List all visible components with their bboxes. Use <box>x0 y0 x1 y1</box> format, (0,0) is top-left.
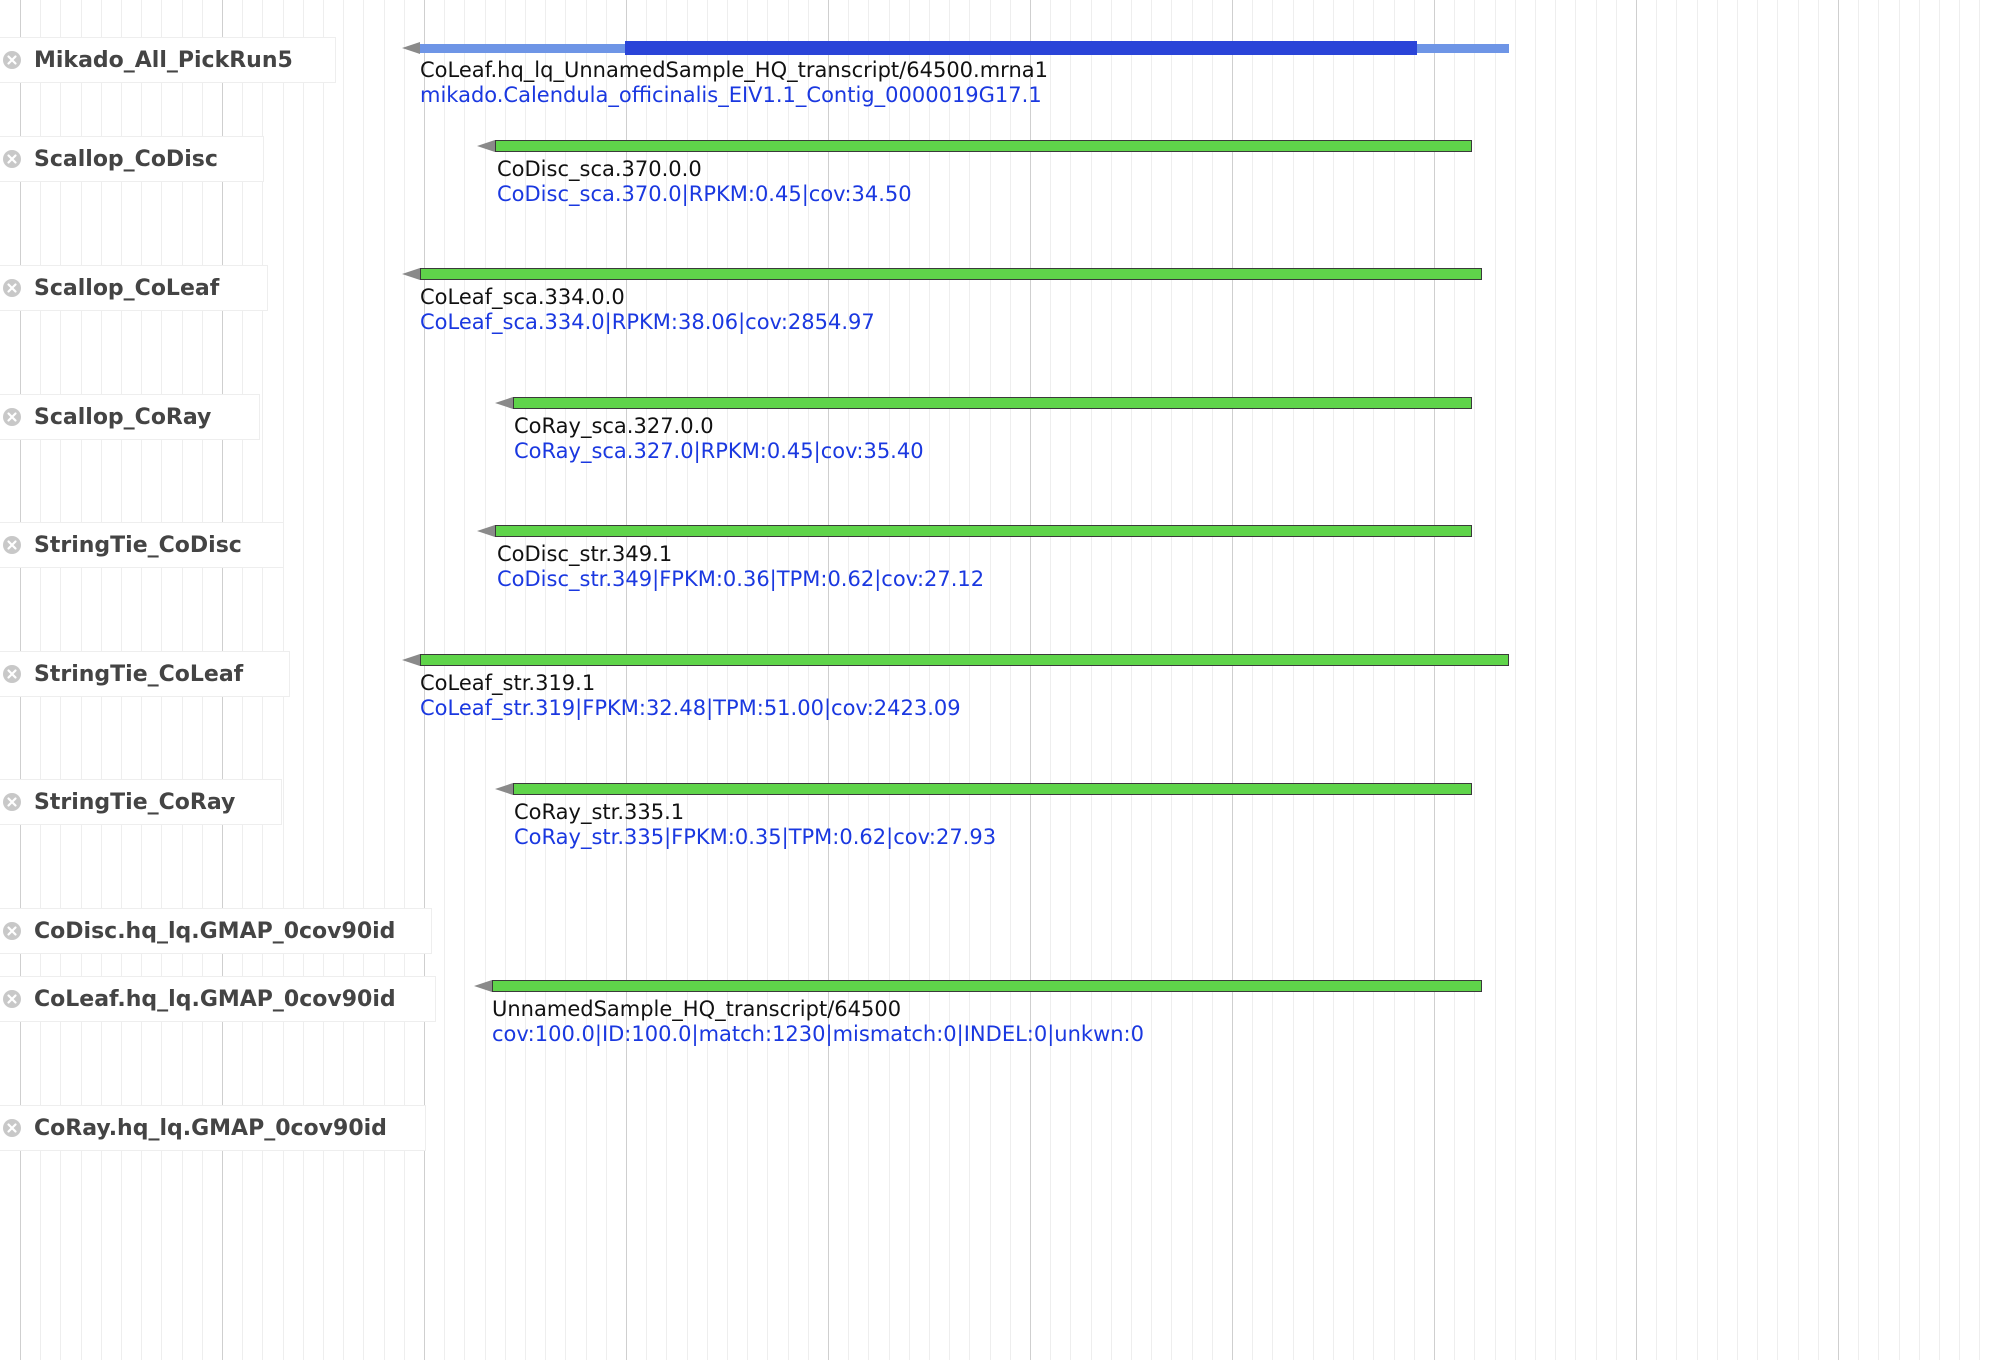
close-icon[interactable] <box>2 1118 22 1138</box>
gridline-minor <box>1515 0 1516 1360</box>
feature-name: CoLeaf.hq_lq_UnnamedSample_HQ_transcript/64500.mrna1 <box>420 58 1048 82</box>
feature-bar <box>495 525 1472 537</box>
strand-arrow-icon <box>477 140 495 152</box>
gridline-minor <box>363 0 364 1360</box>
gridline-minor <box>1454 0 1455 1360</box>
close-icon[interactable] <box>2 664 22 684</box>
track-name: StringTie_CoLeaf <box>34 661 244 687</box>
gridline-minor <box>1939 0 1940 1360</box>
gridline-minor <box>1757 0 1758 1360</box>
gridline-minor <box>1192 0 1193 1360</box>
gridline-minor <box>1676 0 1677 1360</box>
gridline-major <box>1838 0 1839 1360</box>
gridline-minor <box>1535 0 1536 1360</box>
feature-description: mikado.Calendula_officinalis_EIV1.1_Contig_0000019G17.1 <box>420 83 1042 107</box>
close-icon[interactable] <box>2 50 22 70</box>
gridline-minor <box>1899 0 1900 1360</box>
gridline-minor <box>1111 0 1112 1360</box>
track-label-scallop-codisc[interactable] <box>0 136 264 182</box>
feature-description: CoLeaf_sca.334.0|RPKM:38.06|cov:2854.97 <box>420 310 875 334</box>
feature-name: CoLeaf_str.319.1 <box>420 671 596 695</box>
strand-arrow-icon <box>495 397 513 409</box>
strand-arrow-icon <box>495 783 513 795</box>
feature-name: CoDisc_str.349.1 <box>497 542 673 566</box>
gridline-minor <box>1091 0 1092 1360</box>
track-name: CoDisc.hq_lq.GMAP_0cov90id <box>34 918 396 944</box>
track-name: Scallop_CoLeaf <box>34 275 220 301</box>
strand-arrow-icon <box>477 525 495 537</box>
feature-description: cov:100.0|ID:100.0|match:1230|mismatch:0|INDEL:0|unkwn:0 <box>492 1022 1144 1046</box>
feature-bar <box>495 140 1472 152</box>
gridline-minor <box>1151 0 1152 1360</box>
gridline-minor <box>404 0 405 1360</box>
gridline-minor <box>1373 0 1374 1360</box>
gridline-minor <box>1333 0 1334 1360</box>
feature-bar <box>492 980 1482 992</box>
feature-name: UnnamedSample_HQ_transcript/64500 <box>492 997 902 1021</box>
feature-name: CoRay_sca.327.0.0 <box>514 414 714 438</box>
track-name: Scallop_CoRay <box>34 404 212 430</box>
feature-bar <box>420 268 1482 280</box>
feature-description: CoLeaf_str.319|FPKM:32.48|TPM:51.00|cov:2423.09 <box>420 696 961 720</box>
track-label-stringtie-codisc[interactable] <box>0 522 284 568</box>
gridline-major <box>1232 0 1233 1360</box>
feature-name: CoDisc_sca.370.0.0 <box>497 157 702 181</box>
gridline-minor <box>1717 0 1718 1360</box>
gridline-minor <box>1959 0 1960 1360</box>
close-icon[interactable] <box>2 792 22 812</box>
track-label-coleaf-gmap[interactable] <box>0 976 436 1022</box>
gridline-minor <box>1394 0 1395 1360</box>
track-label-stringtie-coray[interactable] <box>0 779 282 825</box>
gridline-minor <box>1575 0 1576 1360</box>
track-label-scallop-coray[interactable] <box>0 394 260 440</box>
strand-arrow-icon <box>474 980 492 992</box>
track-name: CoLeaf.hq_lq.GMAP_0cov90id <box>34 986 396 1012</box>
feature-name: CoLeaf_sca.334.0.0 <box>420 285 625 309</box>
gridline-major <box>1636 0 1637 1360</box>
track-label-scallop-coleaf[interactable] <box>0 265 268 311</box>
utr-segment <box>1417 44 1509 53</box>
gridline-minor <box>1474 0 1475 1360</box>
feature-bar <box>513 783 1472 795</box>
close-icon[interactable] <box>2 535 22 555</box>
gridline-minor <box>384 0 385 1360</box>
gridline-minor <box>1979 0 1980 1360</box>
gridline-minor <box>1212 0 1213 1360</box>
gridline-minor <box>1777 0 1778 1360</box>
gridline-minor <box>969 0 970 1360</box>
gridline-minor <box>1313 0 1314 1360</box>
gridline-minor <box>1252 0 1253 1360</box>
close-icon[interactable] <box>2 407 22 427</box>
strand-arrow-icon <box>402 42 420 54</box>
feature-description: CoRay_sca.327.0|RPKM:0.45|cov:35.40 <box>514 439 924 463</box>
track-label-coray-gmap[interactable] <box>0 1105 426 1151</box>
gridline-minor <box>323 0 324 1360</box>
close-icon[interactable] <box>2 921 22 941</box>
gridline-minor <box>1697 0 1698 1360</box>
track-name: StringTie_CoRay <box>34 789 236 815</box>
gridline-minor <box>1919 0 1920 1360</box>
close-icon[interactable] <box>2 989 22 1009</box>
gridline-minor <box>1555 0 1556 1360</box>
track-label-mikado[interactable] <box>0 37 336 83</box>
track-label-stringtie-coleaf[interactable] <box>0 651 290 697</box>
feature-bar <box>420 654 1509 666</box>
feature-description: CoDisc_sca.370.0|RPKM:0.45|cov:34.50 <box>497 182 912 206</box>
gridline-minor <box>1878 0 1879 1360</box>
gridline-minor <box>1495 0 1496 1360</box>
gridline-minor <box>1616 0 1617 1360</box>
gridline-minor <box>1070 0 1071 1360</box>
feature-description: CoDisc_str.349|FPKM:0.36|TPM:0.62|cov:27.12 <box>497 567 985 591</box>
gridline-major <box>1434 0 1435 1360</box>
gridline-minor <box>929 0 930 1360</box>
gridline-minor <box>1050 0 1051 1360</box>
feature-description: CoRay_str.335|FPKM:0.35|TPM:0.62|cov:27.93 <box>514 825 997 849</box>
gridline-minor <box>303 0 304 1360</box>
gridline-minor <box>990 0 991 1360</box>
gridline-minor <box>1414 0 1415 1360</box>
gridline-major <box>1030 0 1031 1360</box>
cds-segment <box>625 41 1417 55</box>
track-label-codisc-gmap[interactable] <box>0 908 432 954</box>
gridline-minor <box>1272 0 1273 1360</box>
track-name: Scallop_CoDisc <box>34 146 218 172</box>
gridline-minor <box>1656 0 1657 1360</box>
track-name: CoRay.hq_lq.GMAP_0cov90id <box>34 1115 387 1141</box>
gridline-minor <box>1293 0 1294 1360</box>
feature-name: CoRay_str.335.1 <box>514 800 685 824</box>
gridline-minor <box>1798 0 1799 1360</box>
gridline-minor <box>1596 0 1597 1360</box>
gridline-minor <box>1858 0 1859 1360</box>
track-name: StringTie_CoDisc <box>34 532 242 558</box>
strand-arrow-icon <box>402 268 420 280</box>
close-icon[interactable] <box>2 278 22 298</box>
gridline-minor <box>1131 0 1132 1360</box>
track-name: Mikado_All_PickRun5 <box>34 47 293 73</box>
strand-arrow-icon <box>402 654 420 666</box>
gridline-minor <box>1010 0 1011 1360</box>
gridline-minor <box>343 0 344 1360</box>
gridline-minor <box>1171 0 1172 1360</box>
feature-bar <box>513 397 1472 409</box>
gridline-minor <box>1818 0 1819 1360</box>
close-icon[interactable] <box>2 149 22 169</box>
gridline-minor <box>949 0 950 1360</box>
gridline-minor <box>1737 0 1738 1360</box>
utr-segment <box>420 44 625 53</box>
gridline-minor <box>1353 0 1354 1360</box>
